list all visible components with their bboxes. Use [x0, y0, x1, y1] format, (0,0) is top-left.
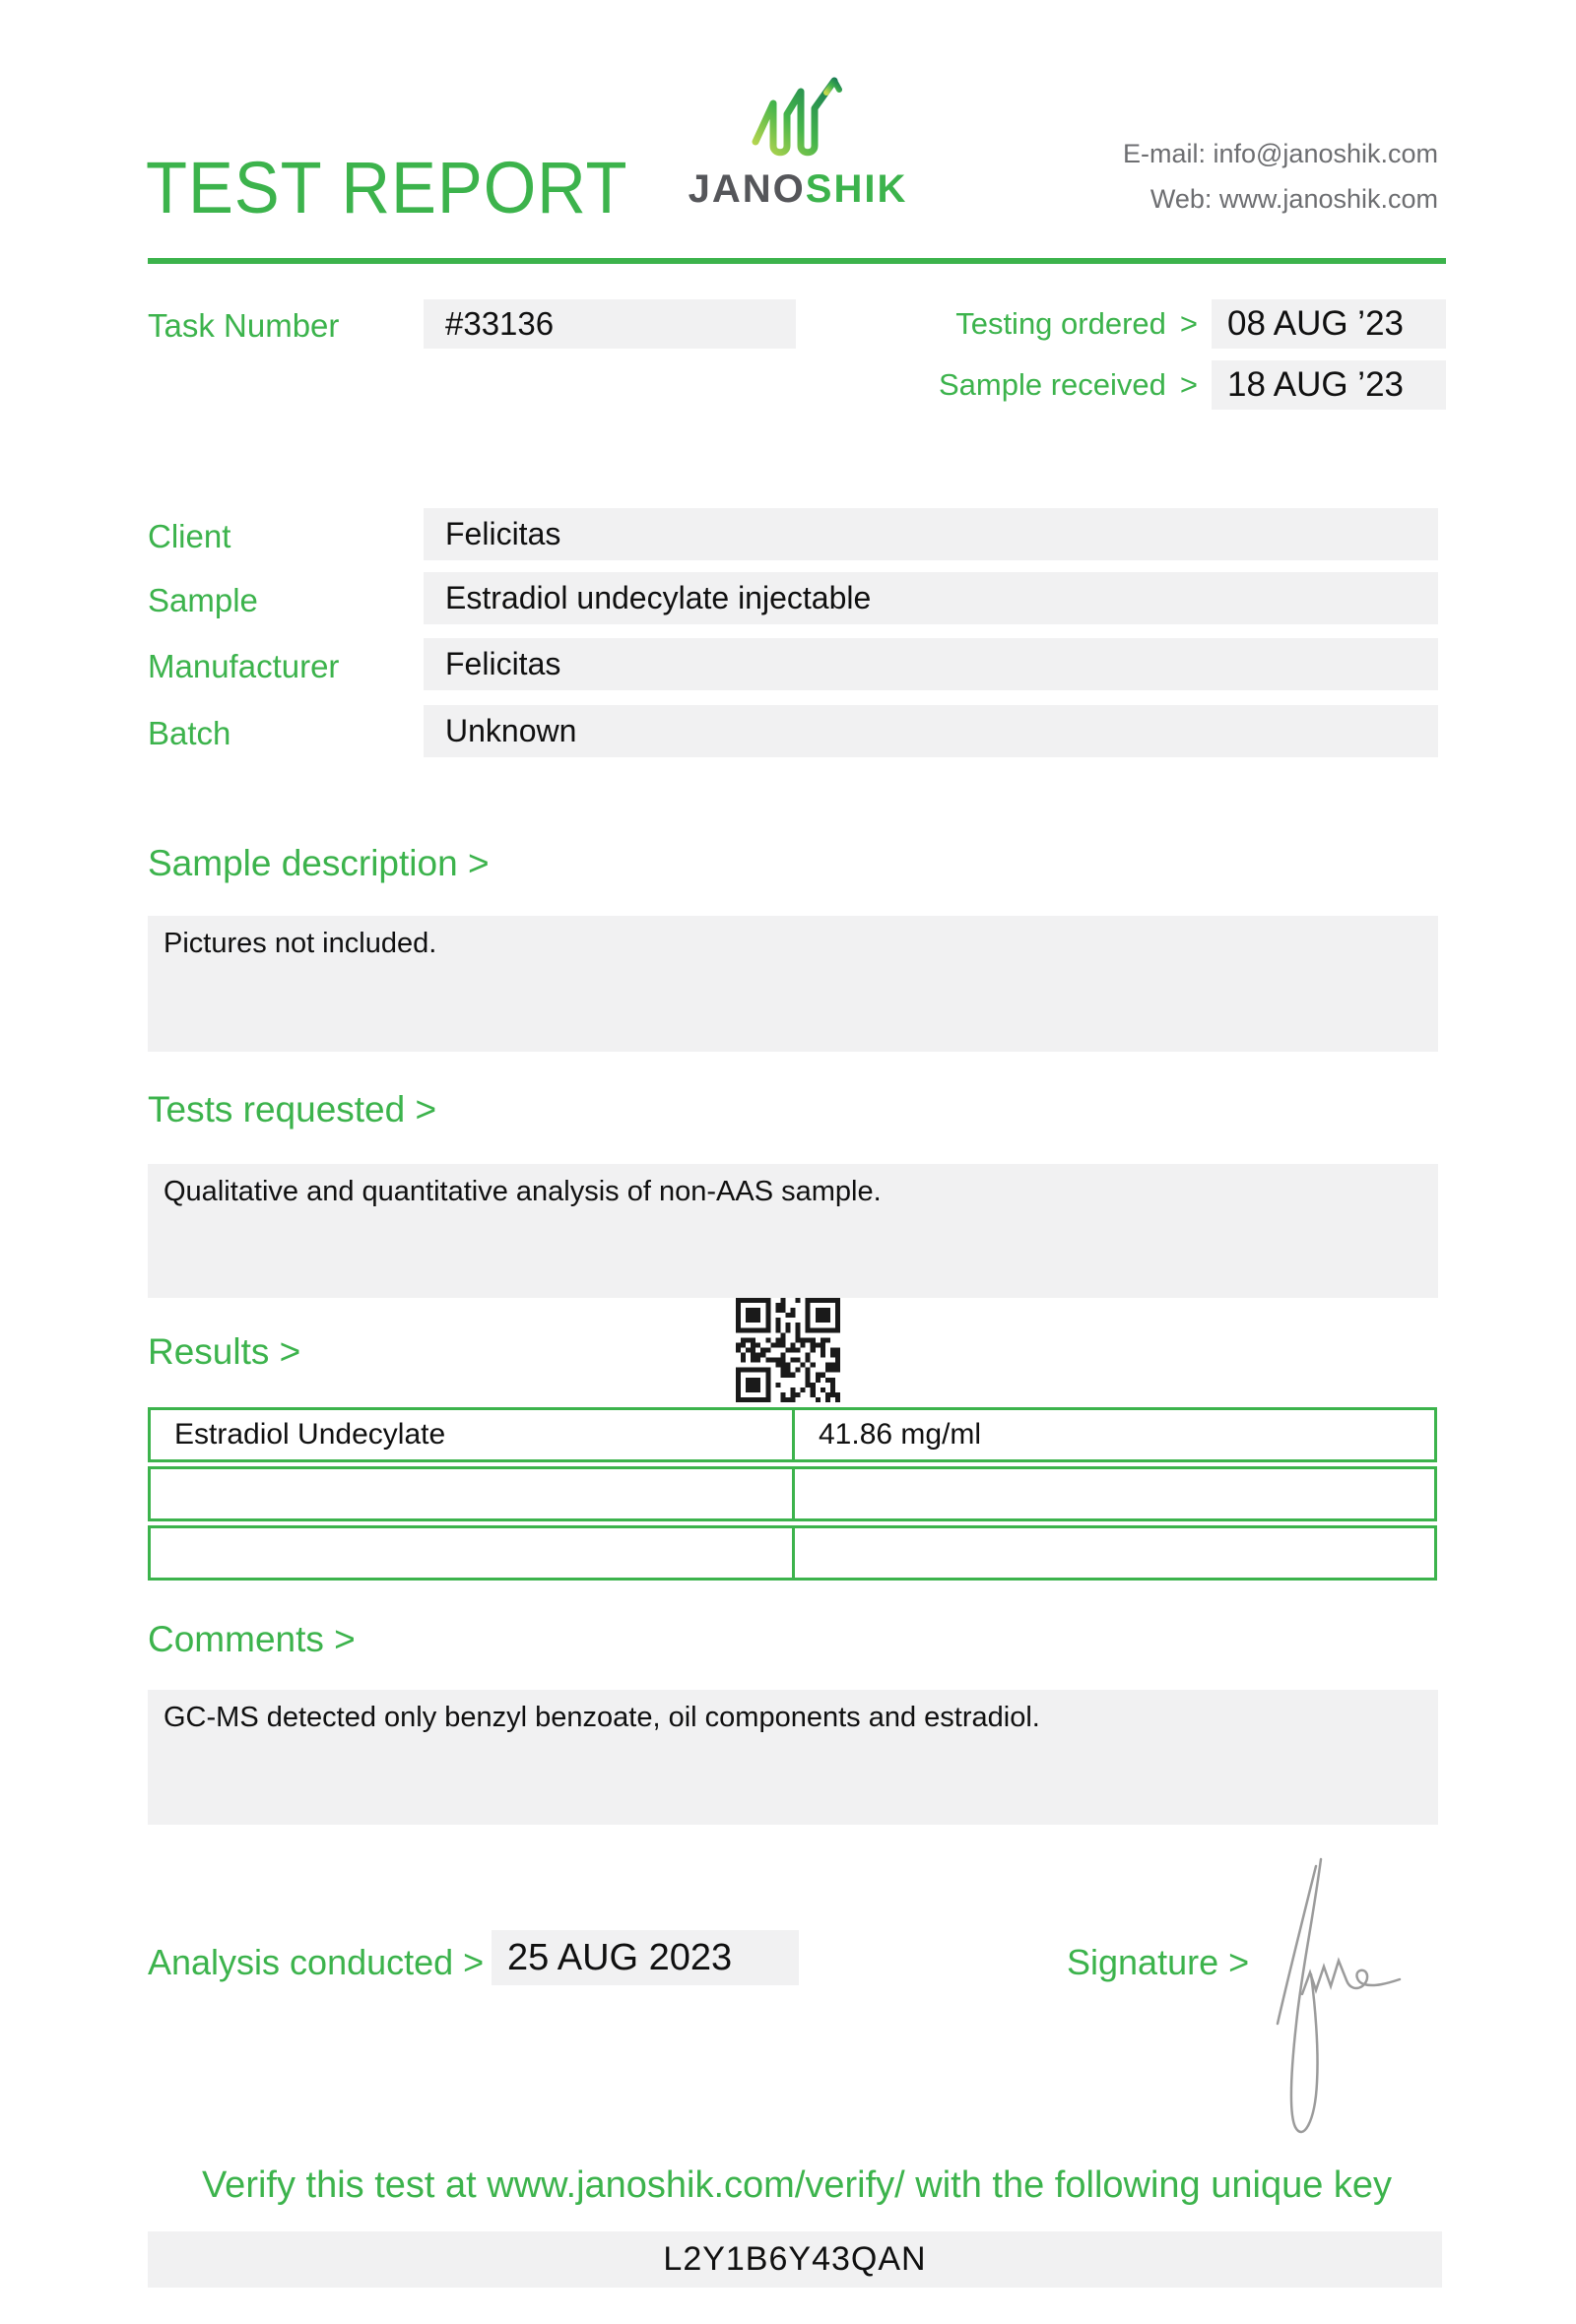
- result-value: 41.86 mg/ml: [819, 1418, 982, 1451]
- result-analyte: Estradiol Undecylate: [174, 1418, 446, 1451]
- verify-key-box: [148, 2231, 1442, 2288]
- manufacturer-value: Felicitas: [445, 646, 561, 681]
- sample-description-heading: Sample description >: [148, 843, 490, 883]
- analysis-date-value: 25 AUG 2023: [507, 1936, 733, 1978]
- contact-email: [1123, 131, 1438, 176]
- result-value-cell: [792, 1525, 1437, 1581]
- contact-info: [1123, 131, 1438, 222]
- comments-heading: Comments >: [148, 1619, 356, 1659]
- verify-key-value: L2Y1B6Y43QAN: [663, 2240, 927, 2278]
- table-row: [148, 1525, 1446, 1581]
- growth-chart-icon: [752, 77, 845, 161]
- comments-text: GC-MS detected only benzyl benzoate, oil components and estradiol.: [164, 1702, 1040, 1733]
- email-value: info@janoshik.com: [1213, 139, 1438, 168]
- analysis-conducted-label: Analysis conducted >: [148, 1942, 485, 1982]
- contact-web: [1123, 176, 1438, 222]
- testing-ordered-box: [1212, 299, 1446, 349]
- result-value-cell: [792, 1407, 1437, 1462]
- arrow-glyph: >: [1179, 367, 1198, 402]
- sample-box: [424, 572, 1438, 624]
- result-analyte-cell: [148, 1466, 795, 1521]
- signature-label: Signature >: [1067, 1942, 1250, 1982]
- results-heading: Results >: [148, 1331, 301, 1372]
- sample-description-text: Pictures not included.: [164, 928, 437, 959]
- comments-box: [148, 1690, 1438, 1825]
- manufacturer-box: [424, 638, 1438, 690]
- sample-received-row: [591, 360, 1446, 410]
- header-divider: [148, 258, 1446, 264]
- manufacturer-label: Manufacturer: [148, 648, 340, 684]
- client-value: Felicitas: [445, 516, 561, 551]
- task-number-label: Task Number: [148, 307, 340, 344]
- tests-requested-text: Qualitative and quantitative analysis of non-AAS sample.: [164, 1176, 882, 1207]
- brand-logo: [680, 77, 916, 212]
- testing-ordered-row: [591, 299, 1446, 349]
- results-table: [148, 1407, 1446, 1584]
- analysis-date-box: [492, 1930, 799, 1985]
- result-analyte-cell: [148, 1407, 795, 1462]
- page-title: TEST REPORT: [146, 147, 628, 228]
- table-row: [148, 1407, 1446, 1462]
- batch-value: Unknown: [445, 713, 577, 748]
- arrow-glyph: >: [1179, 306, 1198, 341]
- tests-requested-heading: Tests requested >: [148, 1089, 437, 1130]
- result-analyte-cell: [148, 1525, 795, 1581]
- batch-label: Batch: [148, 715, 231, 751]
- testing-ordered-label: Testing ordered: [955, 306, 1166, 341]
- web-label: Web:: [1149, 184, 1213, 214]
- brand-name-left: JANO: [688, 167, 806, 211]
- sample-received-label: Sample received: [938, 367, 1166, 402]
- client-box: [424, 508, 1438, 560]
- sample-received-box: [1212, 360, 1446, 410]
- sample-description-box: [148, 916, 1438, 1052]
- client-label: Client: [148, 518, 231, 554]
- verify-instruction: Verify this test at www.janoshik.com/verify/ with the following unique key: [201, 2164, 1393, 2206]
- signature-image: [1266, 1832, 1463, 2157]
- sample-received-value: 18 AUG ’23: [1227, 365, 1404, 404]
- sample-value: Estradiol undecylate injectable: [445, 580, 872, 615]
- testing-ordered-value: 08 AUG ’23: [1227, 304, 1404, 343]
- sample-label: Sample: [148, 582, 258, 618]
- tests-requested-box: [148, 1164, 1438, 1298]
- batch-box: [424, 705, 1438, 757]
- brand-name: [680, 167, 916, 212]
- brand-name-right: SHIK: [805, 167, 908, 211]
- qr-code: [736, 1298, 840, 1402]
- result-value-cell: [792, 1466, 1437, 1521]
- web-value: www.janoshik.com: [1218, 184, 1438, 214]
- task-number-value: #33136: [445, 305, 555, 342]
- email-label: E-mail:: [1122, 139, 1206, 168]
- table-row: [148, 1466, 1446, 1521]
